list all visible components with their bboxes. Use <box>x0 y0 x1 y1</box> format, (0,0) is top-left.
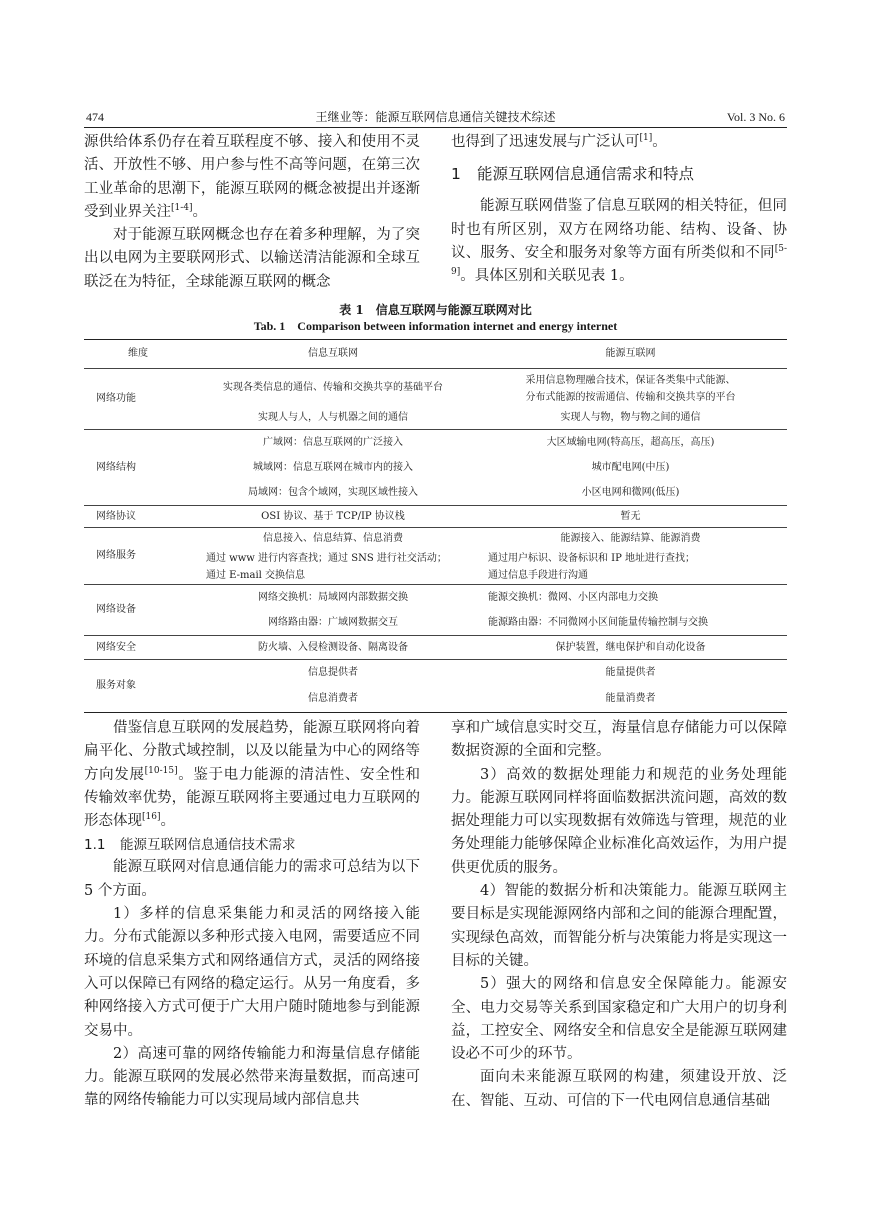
table-row <box>84 369 787 430</box>
row-dimension: 网络结构 <box>84 430 192 506</box>
info-cell-line: OSI 协议、基于 TCP/IP 协议栈 <box>261 510 405 522</box>
paragraph: 对于能源互联网概念也存在着多种理解，为了突出以电网为主要联网形式、以输送清洁能源和全球互联泛在为特征，全球能源互联网的概念 <box>84 227 420 290</box>
energy-cell-line: 能量消费者 <box>605 693 656 704</box>
header-dimension: 维度 <box>84 340 192 369</box>
table-header-row <box>84 340 787 369</box>
energy-cell-line: 采用信息物理融合技术，保证各类集中式能源、 <box>525 375 736 386</box>
info-cell-line: 通过 www 进行内容查找；通过 SNS 进行社交活动； <box>206 552 447 564</box>
table-caption-en: Tab. 1 Comparison between information internet and energy internet <box>253 319 618 333</box>
info-cell-line: 信息提供者 <box>308 667 358 678</box>
info-cell-line: 通过 E-mail 交换信息 <box>206 569 306 581</box>
citation: [1-4] <box>171 203 193 214</box>
subsection-heading: 1.1 能源互联网信息通信技术需求 <box>84 837 296 854</box>
paragraph: 2）高速可靠的网络传输能力和海量信息存储能力。能源互联网的发展必然带来海量数据，而高速可靠的网络传输能力可以实现局域内部信息共 <box>84 1045 420 1109</box>
info-cell-line: 网络路由器：广域网数据交互 <box>268 616 398 628</box>
table-row <box>84 660 787 713</box>
table-row <box>84 528 787 585</box>
energy-cell-line: 能源接入、能源结算、能源消费 <box>560 533 701 544</box>
energy-cell-line: 城市配电网(中压) <box>591 461 670 473</box>
row-dimension: 网络协议 <box>84 506 192 528</box>
paragraph: 4）智能的数据分析和决策能力。能源互联网主要目标是实现能源网络内部和之间的能源合理配置，实现绿色高效，而智能分析与决策能力将是实现这一目标的关键。 <box>451 883 787 969</box>
paragraph: 1）多样的信息采集能力和灵活的网络接入能力。分布式能源以多种形式接入电网，需要适应不同环境的信息采集方式和网络通信方式，灵活的网络接入可以保障已有网络的稳定运行。从另一角度看，多种网络接入方式可便于广大用户随时随地参与到能源交易中。 <box>84 906 420 1039</box>
table-row <box>84 430 787 506</box>
paragraph: 5）强大的网络和信息安全保障能力。能源安全、电力交易等关系到国家稳定和广大用户的切身利益，工控安全、网络安全和信息安全是能源互联网建设必不可少的环节。 <box>451 976 787 1063</box>
row-dimension: 网络功能 <box>84 369 192 430</box>
energy-cell-line: 保护装置，继电保护和自动化设备 <box>555 641 706 653</box>
info-cell-line: 实现各类信息的通信、传输和交换共享的基础平台 <box>223 382 443 393</box>
paragraph: 也得到了迅速发展与广泛认可[1]。 <box>451 133 667 150</box>
citation: [16] <box>142 812 161 823</box>
header-info-internet: 信息互联网 <box>192 340 474 369</box>
header-energy-internet: 能源互联网 <box>474 340 787 369</box>
info-cell-line: 防火墙、入侵检测设备、隔离设备 <box>258 641 408 653</box>
energy-cell-line: 通过用户标识、设备标识和 IP 地址进行查找； <box>488 552 696 564</box>
energy-cell-line: 大区域输电网(特高压，超高压，高压) <box>546 436 715 448</box>
section-heading: 1 能源互联网信息通信需求和特点 <box>451 165 695 184</box>
energy-cell-line: 小区电网和微网(低压) <box>581 486 680 498</box>
citation: [10-15] <box>144 765 178 776</box>
page-number: 474 <box>86 110 104 124</box>
comparison-table <box>84 339 787 713</box>
bottom-right-column <box>451 717 787 1113</box>
paragraph: 面向未来能源互联网的构建，须建设开放、泛在、智能、互动、可信的下一代电网信息通信基础 <box>451 1069 787 1109</box>
table-row <box>84 585 787 636</box>
info-cell-line: 信息消费者 <box>308 693 358 704</box>
table-row <box>84 636 787 660</box>
top-right-column <box>451 131 787 288</box>
citation: [5-9] <box>451 244 787 278</box>
citation: [1] <box>639 133 653 144</box>
row-dimension: 网络安全 <box>84 636 192 660</box>
running-title: 王继业等：能源互联网信息通信关键技术综述 <box>315 110 556 124</box>
energy-cell-line: 能源交换机：微网、小区内部电力交换 <box>488 591 658 603</box>
info-cell-line: 广域网：信息互联网的广泛接入 <box>263 436 403 448</box>
energy-cell-line: 实现人与物，物与物之间的通信 <box>560 412 701 423</box>
energy-cell-line: 能源路由器：不同微网小区间能量传输控制与交换 <box>488 616 708 628</box>
info-cell-line: 实现人与人，人与机器之间的通信 <box>258 412 408 423</box>
table-caption-cn: 表 1 信息互联网与能源互联网对比 <box>339 303 532 317</box>
paragraph: 源供给体系仍存在着互联程度不够、接入和使用不灵活、开放性不够、用户参与性不高等问题，在第三次工业革命的思潮下，能源互联网的概念被提出并逐渐受到业界关注[1-4]。 <box>84 134 420 220</box>
volume-label: Vol. 3 No. 6 <box>726 110 785 124</box>
energy-cell-line: 分布式能源的按需通信、传输和交换共享的平台 <box>525 392 736 403</box>
paragraph: 能源互联网借鉴了信息互联网的相关特征，但同时也有所区别，双方在网络功能、结构、设备、协议、服务、安全和服务对象等方面有所类似和不同[5-9]。具体区别和关联见表 1。 <box>451 198 787 285</box>
energy-cell-line: 能量提供者 <box>605 667 656 678</box>
paragraph: 享和广域信息实时交互，海量信息存储能力可以保障数据资源的全面和完整。 <box>451 720 787 760</box>
bottom-left-column <box>84 717 420 1113</box>
paragraph: 3）高效的数据处理能力和规范的业务处理能力。能源互联网同样将面临数据洪流问题，高效的数据处理能力可以实现数据有效筛选与管理，规范的业务处理能力能够保障企业标准化高效运作，为用户提供更优质的服务。 <box>451 766 787 876</box>
paragraph: 能源互联网对信息通信能力的需求可总结为以下 5 个方面。 <box>84 859 420 899</box>
energy-cell-line: 通过信息手段进行沟通 <box>488 569 588 581</box>
row-dimension: 网络服务 <box>84 528 192 585</box>
top-left-column <box>84 131 420 294</box>
info-cell-line: 信息接入、信息结算、信息消费 <box>263 533 403 544</box>
row-dimension: 网络设备 <box>84 585 192 636</box>
energy-cell-line: 暂无 <box>620 510 641 522</box>
paragraph: 借鉴信息互联网的发展趋势，能源互联网将向着扁平化、分散式域控制，以及以能量为中心的网络等方向发展[10-15]。鉴于电力能源的清洁性、安全性和传输效率优势，能源互联网将主要通过电力互联网的形态体现[16]。 <box>84 720 421 830</box>
table-row <box>84 506 787 528</box>
header-rule <box>84 127 787 128</box>
row-dimension: 服务对象 <box>84 660 192 713</box>
info-cell-line: 网络交换机：局域网内部数据交换 <box>258 591 408 603</box>
info-cell-line: 城域网：信息互联网在城市内的接入 <box>253 461 413 473</box>
info-cell-line: 局域网：包含个域网，实现区域性接入 <box>248 486 418 498</box>
